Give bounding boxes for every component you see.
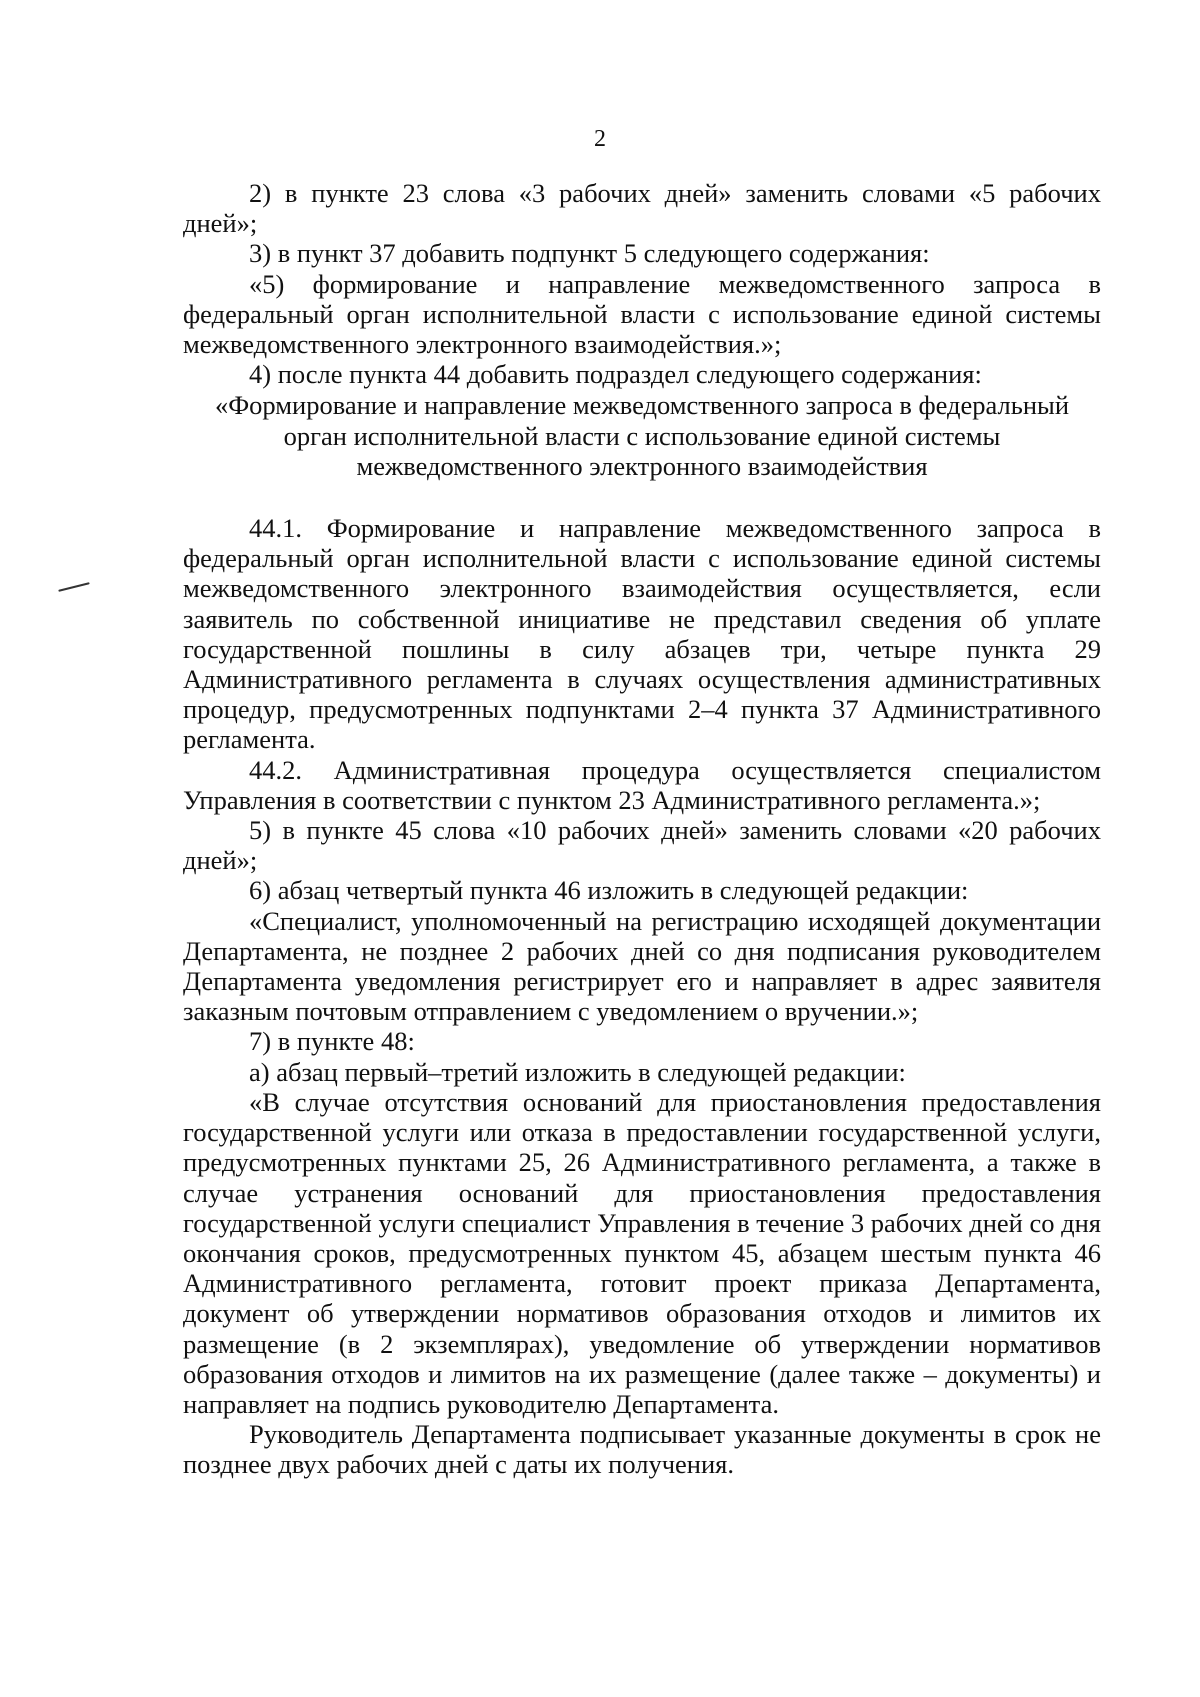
paragraph-item-6-quote: «Специалист, уполномоченный на регистрацию исходящей документации Департамента, не позднее 2 рабочих дней со дня подписания руководителем Департамента уведомления регистрирует его и направляет в адрес заявителя заказным почтовым отправлением с уведомлением о вручении.»; [183, 905, 1101, 1027]
scan-mark [58, 582, 90, 592]
paragraph-subitem-5-quote: «5) формирование и направление межведомственного запроса в федеральный орган исполнительной власти с использование единой системы межведомственного электронного взаимодействия.»; [183, 268, 1101, 360]
subsection-heading: «Формирование и направление межведомственного запроса в федеральный орган исполнительной власти с использование единой системы межведомственного электронного взаимодействия [214, 390, 1070, 481]
paragraph-item-7a-quote: «В случае отсутствия оснований для приостановления предоставления государственной услуги или отказа в предоставлении государственной услуги, предусмотренных пунктами 25, 26 Административного регламента, а также в случае устранения оснований для приостановления предоставления государственной услуги специалист Управления в течение 3 рабочих дней со дня окончания сроков, предусмотренных пунктом 45, абзацем шестым пункта 46 Административного регламента, готовит проект приказа Департамента, документ об утверждении нормативов образования отходов и лимитов их размещение (в 2 экземплярах), уведомление об утверждении нормативов образования отходов и лимитов на их размещение (далее также – документы) и направляет на подпись руководителю Департамента. [183, 1086, 1101, 1419]
paragraph-item-4: 4) после пункта 44 добавить подраздел следующего содержания: [249, 359, 982, 390]
paragraph-item-5: 5) в пункте 45 слова «10 рабочих дней» заменить словами «20 рабочих дней»; [183, 815, 1101, 876]
paragraph-item-7a: а) абзац первый–третий изложить в следующей редакции: [249, 1056, 906, 1087]
paragraph-item-6: 6) абзац четвертый пункта 46 изложить в следующей редакции: [249, 875, 969, 906]
paragraph-item-3: 3) в пункт 37 добавить подпункт 5 следующего содержания: [249, 238, 930, 269]
paragraph-item-7: 7) в пункте 48: [249, 1026, 415, 1057]
paragraph-item-2: 2) в пункте 23 слова «3 рабочих дней» заменить словами «5 рабочих дней»; [183, 178, 1101, 239]
document-body [183, 178, 1101, 1480]
paragraph-44-2: 44.2. Административная процедура осуществляется специалистом Управления в соответствии с пунктом 23 Административного регламента.»; [183, 754, 1101, 815]
paragraph-44-1: 44.1. Формирование и направление межведомственного запроса в федеральный орган исполнительной власти с использование единой системы межведомственного электронного взаимодействия осуществляется, если заявитель по собственной инициативе не представил сведения об уплате государственной пошлины в силу абзацев три, четыре пункта 29 Административного регламента в случаях осуществления административных процедур, предусмотренных подпунктами 2–4 пункта 37 Административного регламента. [183, 513, 1101, 755]
page-number: 2 [594, 126, 606, 152]
paragraph-final: Руководитель Департамента подписывает указанные документы в срок не позднее двух рабочих дней с даты их получения. [183, 1419, 1101, 1480]
